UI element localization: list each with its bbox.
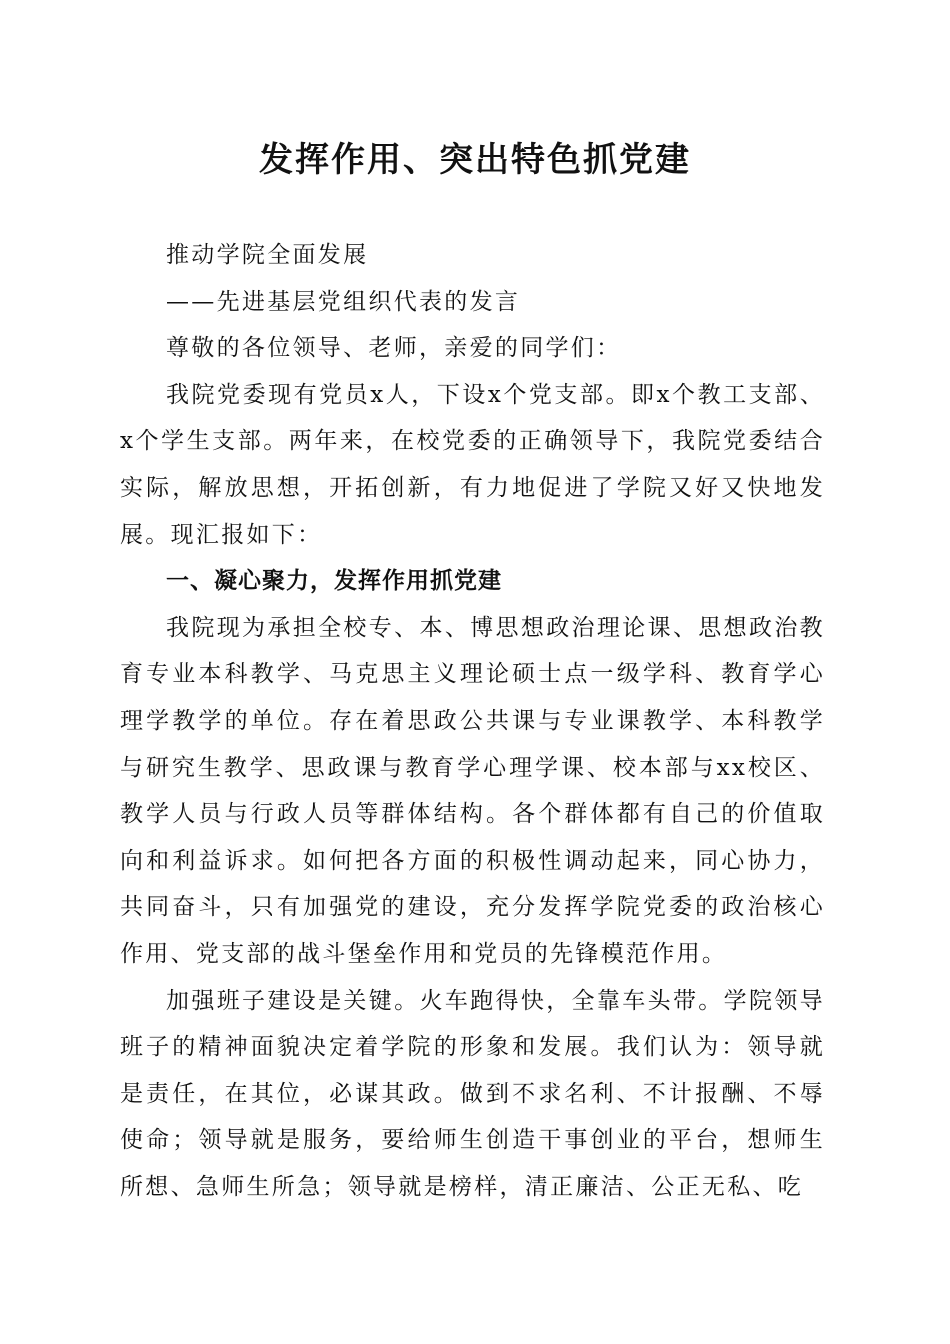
document-body — [120, 232, 825, 1210]
body-paragraph: 我院现为承担全校专、本、博思想政治理论课、思想政治教育专业本科教学、马克思主义理论硕士点一级学科、教育学心理学教学的单位。存在着思政公共课与专业课教学、本科教学与研究生教学、思政课与教育学心理学课、校本部与xx校区、教学人员与行政人员等群体结构。各个群体都有自己的价值取向和利益诉求。如何把各方面的积极性调动起来，同心协力，共同奋斗，只有加强党的建设，充分发挥学院党委的政治核心作用、党支部的战斗堡垒作用和党员的先锋模范作用。 — [120, 614, 825, 967]
body-paragraph: 加强班子建设是关键。火车跑得快，全靠车头带。学院领导班子的精神面貌决定着学院的形象和发展。我们认为：领导就是责任，在其位，必谋其政。做到不求名利、不计报酬、不辱使命；领导就是服务，要给师生创造干事创业的平台，想师生所想、急师生所急；领导就是榜样，清正廉洁、公正无私、吃 — [120, 987, 825, 1200]
section-heading: 一、凝心聚力，发挥作用抓党建 — [166, 568, 502, 595]
intro-paragraph: 我院党委现有党员x人，下设x个党支部。即x个教工支部、x个学生支部。两年来，在校党委的正确领导下，我院党委结合实际，解放思想，开拓创新，有力地促进了学院又好又快地发展。现汇报如下： — [120, 381, 825, 548]
subtitle: 推动学院全面发展 — [166, 242, 369, 268]
byline: ——先进基层党组织代表的发言 — [166, 288, 521, 315]
document-title: 发挥作用、突出特色抓党建 — [259, 140, 691, 180]
salutation: 尊敬的各位领导、老师，亲爱的同学们： — [166, 335, 622, 362]
